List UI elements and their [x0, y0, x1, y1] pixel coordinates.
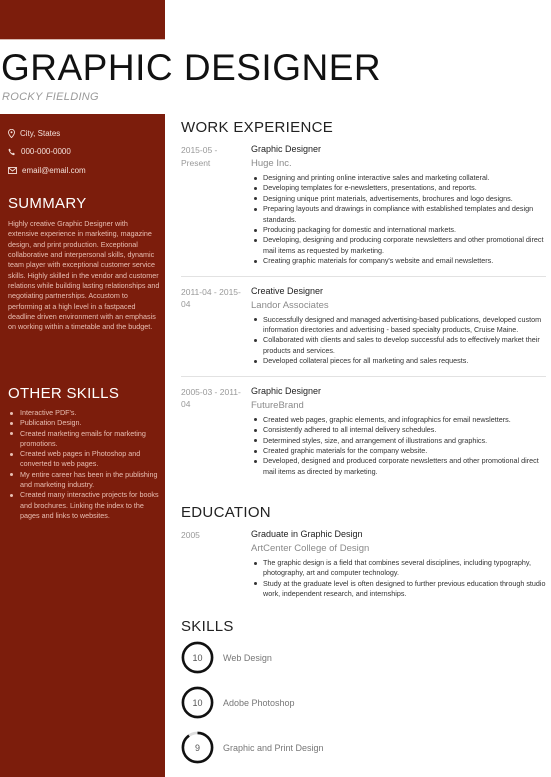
work-bullet: Designing and printing online interactive sales and marketing collateral. [251, 173, 548, 183]
other-skill-item: Publication Design. [8, 418, 160, 428]
work-entry [181, 144, 546, 267]
work-date: 2011-04 - 2015-04 [181, 286, 241, 310]
work-bullet: Determined styles, size, and arrangement of illustrations and graphics. [251, 436, 548, 446]
education-bullet: Study at the graduate level is often designed to further previous education through studio work, independent research, and internships. [251, 579, 548, 600]
work-bullet: Designing unique print materials, advertisements, brochures and logo designs. [251, 194, 548, 204]
work-bullet: Creating graphic materials for company's website and email newsletters. [251, 256, 548, 266]
education-entry [181, 529, 546, 600]
skill-name: Web Design [223, 652, 272, 663]
skill-name: Graphic and Print Design [223, 742, 324, 753]
location-pin-icon [8, 129, 15, 138]
other-skill-item: My entire career has been in the publishing and marketing industry. [8, 470, 160, 491]
skill-level: 10 [192, 697, 203, 708]
skills-section [181, 619, 546, 634]
skill-level: 9 [194, 742, 200, 753]
education-bullets [251, 558, 548, 600]
education-heading: EDUCATION [181, 504, 271, 521]
contact-phone [8, 143, 158, 162]
work-date: 2005-03 - 2011-04 [181, 386, 241, 410]
work-bullet: Developing templates for e-newsletters, presentations, and reports. [251, 183, 548, 193]
skill-rating-ring [181, 731, 214, 764]
work-bullet: Consistently adhered to all internal delivery schedules. [251, 425, 548, 435]
work-entry [181, 386, 546, 477]
work-bullet: Created web pages, graphic elements, and infographics for email newsletters. [251, 415, 548, 425]
entry-divider [181, 276, 546, 277]
work-bullets [251, 173, 548, 267]
work-experience-heading: WORK EXPERIENCE [181, 119, 334, 136]
skills-heading: SKILLS [181, 618, 234, 635]
header-accent-rule [0, 114, 165, 116]
envelope-icon [8, 167, 17, 174]
work-role: Graphic Designer [251, 144, 322, 154]
skill-item [181, 686, 295, 719]
contact-location [8, 124, 158, 143]
other-skill-item: Interactive PDF's. [8, 408, 160, 418]
entry-divider [181, 376, 546, 377]
other-skill-item: Created marketing emails for marketing promotions. [8, 429, 160, 450]
skill-item [181, 641, 272, 674]
location-text: City, States [20, 128, 61, 138]
resume-title: GRAPHIC DESIGNER [1, 47, 382, 88]
work-experience-section [181, 120, 546, 477]
work-bullets [251, 315, 548, 367]
work-role: Graphic Designer [251, 385, 322, 396]
work-role: Creative Designer [251, 285, 324, 296]
work-bullet: Producing packaging for domestic and international markets. [251, 225, 548, 235]
other-skill-item: Created web pages in Photoshop and converted to web pages. [8, 449, 160, 470]
other-skill-item: Created many interactive projects for books and brochures. Linking the index to the pages and links to websites. [8, 490, 160, 521]
work-company: Huge Inc. [251, 158, 292, 169]
work-entry [181, 286, 546, 367]
skill-rating-ring [181, 686, 214, 719]
phone-text: 000-000-0000 [21, 147, 71, 157]
phone-icon [8, 148, 16, 156]
contact-email[interactable] [8, 161, 158, 180]
summary-heading: SUMMARY [8, 195, 87, 212]
skill-item [181, 731, 324, 764]
work-bullet: Created graphic materials for the company website. [251, 446, 548, 456]
work-bullet: Developed collateral pieces for all marketing and sales requests. [251, 356, 548, 366]
education-school: ArtCenter College of Design [251, 543, 370, 554]
work-bullet: Developing, designing and producing corporate newsletters and other promotional direct mail items as requested by marketing. [251, 235, 548, 256]
work-bullet: Developed, designed and produced corporate newsletters and other promotional direct mail items as directed by marketing. [251, 456, 548, 477]
education-section [181, 505, 546, 600]
work-bullets [251, 415, 548, 477]
other-skills-heading: OTHER SKILLS [8, 385, 120, 402]
work-company: FutureBrand [251, 399, 304, 411]
person-name: ROCKY FIELDING [2, 91, 99, 103]
skill-level: 10 [192, 652, 203, 663]
skill-name: Adobe Photoshop [223, 697, 295, 708]
education-date: 2005 [181, 530, 200, 540]
contact-block [8, 124, 158, 180]
other-skills-list [8, 408, 160, 521]
summary-text: Highly creative Graphic Designer with extensive experience in marketing, magazine design, and print production. Exceptional collaborative and interpersonal skills, dynamic team player with exceptional customer service skills. Highly skilled in the vendor and customer relations while building lasting relationships and negotiating partnerships. Accustom to performing at a high level in a fastpaced deadline driven environment with an emphasis on working within a timetable and the budget. [8, 219, 160, 332]
work-company: Landor Associates [251, 299, 329, 311]
education-degree: Graduate in Graphic Design [251, 529, 363, 539]
skill-rating-ring [181, 641, 214, 674]
work-bullet: Successfully designed and managed advertising-based publications, developed custom information directories and advertising - based specialty products, Cruise Maine. [251, 315, 548, 336]
work-date: 2015-05 - Present [181, 145, 218, 168]
email-link[interactable]: email@email.com [22, 165, 86, 175]
work-bullet: Preparing layouts and drawings in compliance with established templates and design standards. [251, 204, 548, 225]
work-bullet: Collaborated with clients and sales to develop successful ads to effectively market their products and services. [251, 335, 548, 356]
education-bullet: The graphic design is a field that combines several disciplines, including typography, photography, art and computer technology. [251, 558, 548, 579]
